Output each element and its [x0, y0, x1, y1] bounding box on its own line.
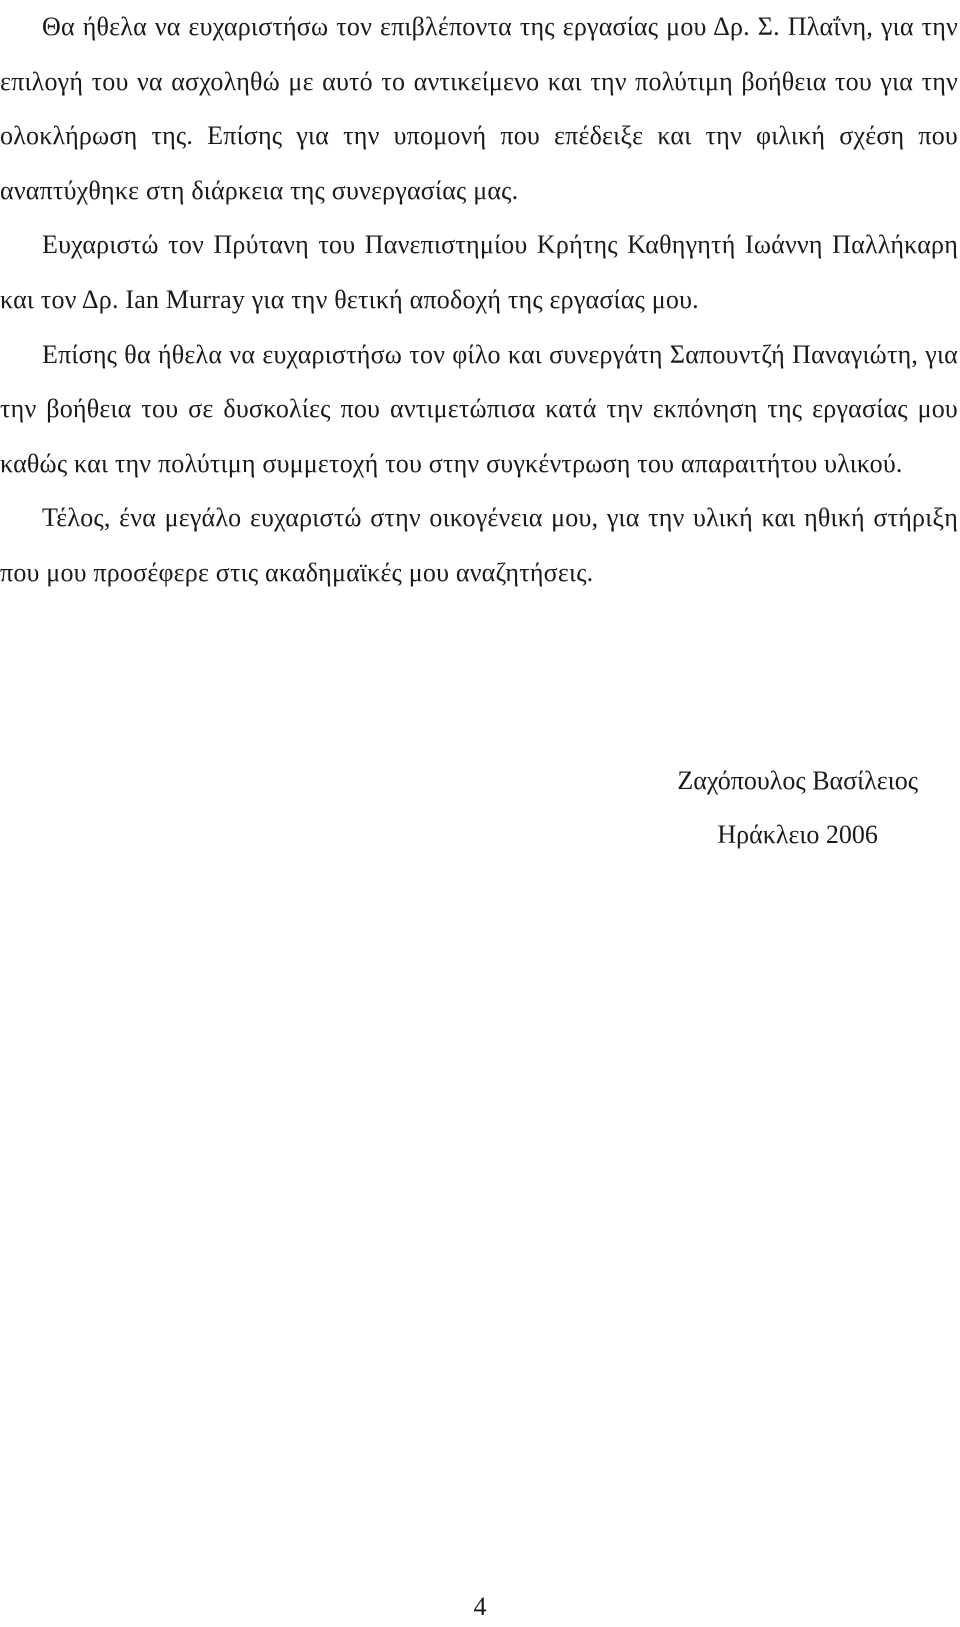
author-name: Ζαχόπουλος Βασίλειος	[677, 766, 918, 795]
page-number: 4	[473, 1592, 487, 1621]
paragraph-rector: Ευχαριστώ τον Πρύτανη του Πανεπιστημίου Κρήτης Καθηγητή Ιωάννη Παλλήκαρη και τον Δρ. Ian Murray για την θετική αποδοχή της εργασίας μου.	[0, 230, 958, 314]
paragraph-supervisor: Θα ήθελα να ευχαριστήσω τον επιβλέποντα της εργασίας μου Δρ. Σ. Πλαΐνη, για την επιλογή του να ασχοληθώ με αυτό το αντικείμενο και την πολύτιμη βοήθεια του για την ολοκλήρωση της. Επίσης για την υπομονή που επέδειξε και την φιλική σχέση που αναπτύχθηκε στη διάρκεια της συνεργασίας μας.	[0, 12, 958, 205]
place-date: Ηράκλειο 2006	[717, 820, 878, 849]
acknowledgements-body	[0, 0, 958, 601]
paragraph-colleague: Επίσης θα ήθελα να ευχαριστήσω τον φίλο και συνεργάτη Σαπουντζή Παναγιώτη, για την βοήθεια του σε δυσκολίες που αντιμετώπισα κατά την εκπόνηση της εργασίας μου καθώς και την πολύτιμη συμμετοχή του στην συγκέντρωση του απαραιτήτου υλικού.	[0, 339, 958, 478]
paragraph-family: Τέλος, ένα μεγάλο ευχαριστώ στην οικογένεια μου, για την υλική και ηθική στήριξη που μου προσέφερε στις ακαδημαϊκές μου αναζητήσεις.	[0, 503, 958, 587]
signature-block	[677, 754, 918, 862]
